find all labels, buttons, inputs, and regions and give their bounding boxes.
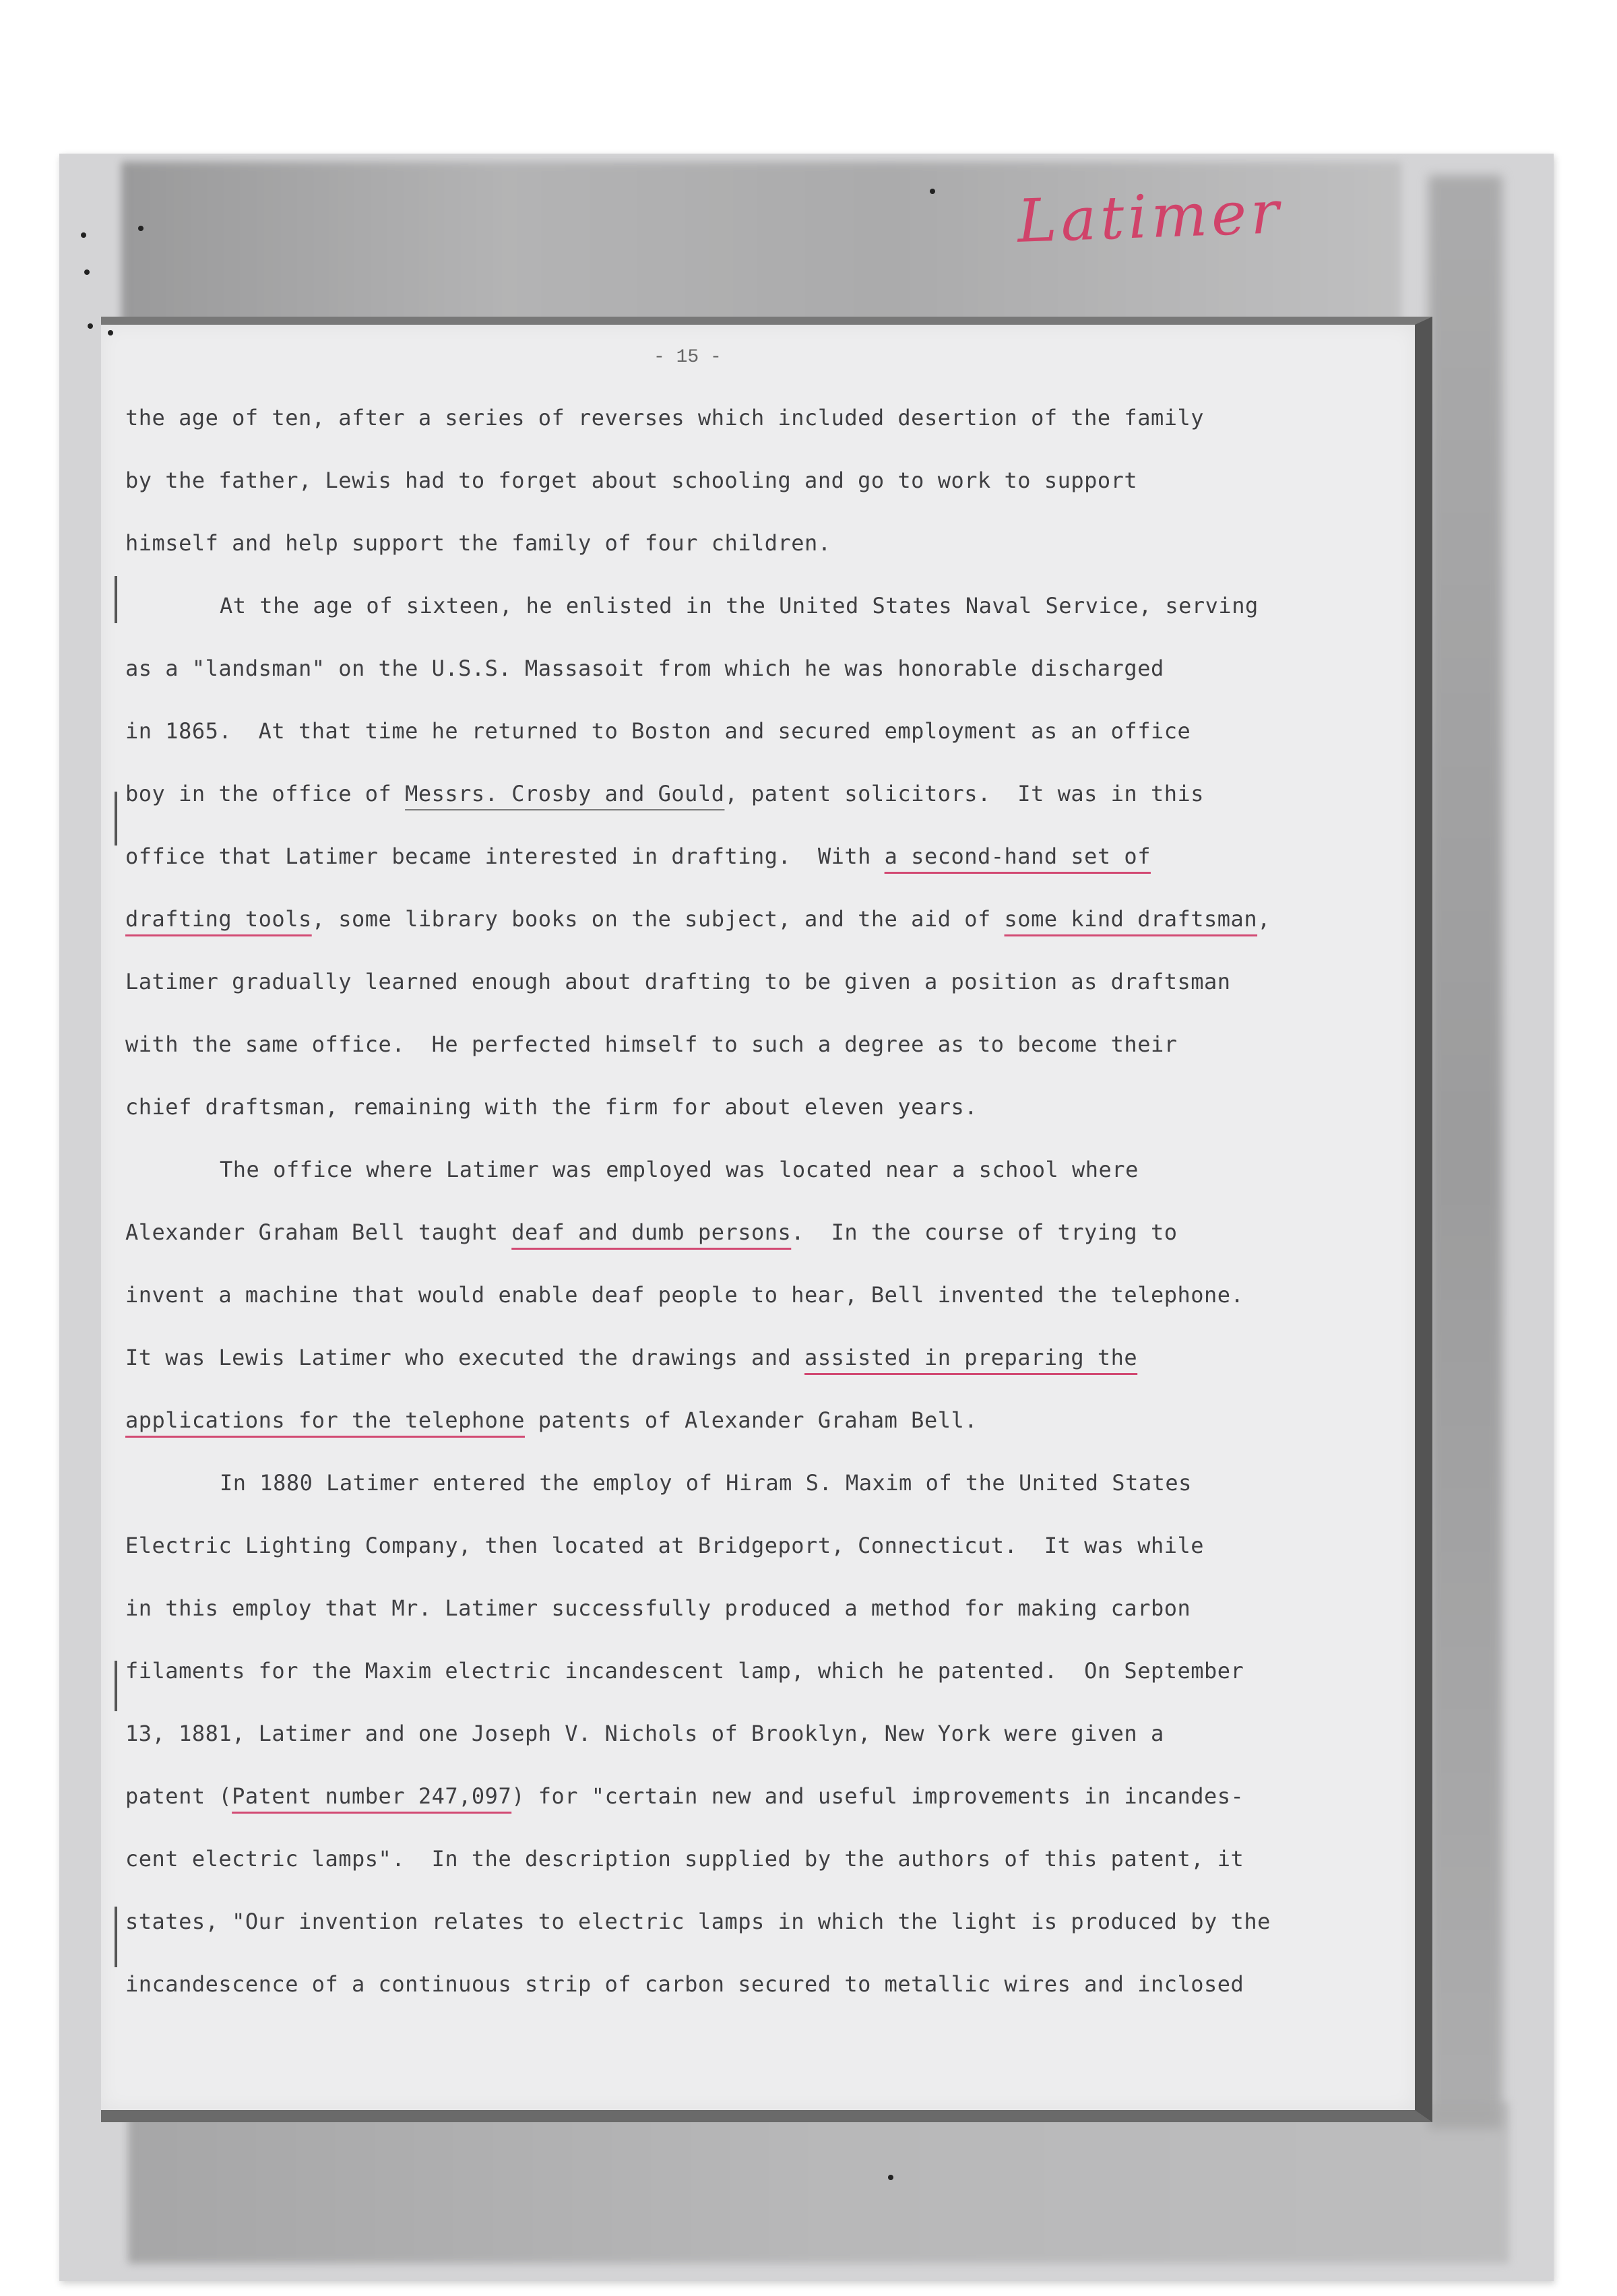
margin-mark <box>115 1661 117 1711</box>
text-line: In 1880 Latimer entered the employ of Hiram S. Maxim of the United States <box>220 1470 1192 1496</box>
text-line: in this employ that Mr. Latimer successfully produced a method for making carbon <box>125 1595 1191 1621</box>
text-line: Latimer gradually learned enough about drafting to be given a position as draftsman <box>125 969 1231 994</box>
text-segment: , some library books on the subject, and the aid of <box>311 906 1005 932</box>
text-line <box>125 1216 1378 1279</box>
highlighted-text: applications for the telephone <box>125 1407 525 1433</box>
highlighted-text: drafting tools <box>125 906 312 932</box>
text-line: states, "Our invention relates to electric lamps in which the light is produced by the <box>125 1909 1271 1934</box>
text-segment: boy in the office of <box>125 781 406 806</box>
text-segment: , <box>1257 906 1271 932</box>
text-line: by the father, Lewis had to forget about schooling and go to work to support <box>125 468 1138 493</box>
text-line: in 1865. At that time he returned to Boston and secured employment as an office <box>125 718 1191 744</box>
text-line: with the same office. He perfected himself to such a degree as to become their <box>125 1031 1178 1057</box>
highlighted-text: some kind draftsman <box>1004 906 1258 932</box>
highlighted-text: deaf and dumb persons <box>511 1219 792 1245</box>
highlighted-text: assisted in preparing the <box>804 1345 1138 1370</box>
text-segment: , patent solicitors. It was in this <box>724 781 1205 806</box>
text-segment: ) for "certain new and useful improvements in incandes- <box>511 1783 1244 1809</box>
text-line: chief draftsman, remaining with the firm for about eleven years. <box>125 1094 978 1120</box>
highlighted-text: a second-hand set of <box>884 843 1151 869</box>
text-line <box>125 777 1378 840</box>
text-line: himself and help support the family of four children. <box>125 530 831 556</box>
page-number: - 15 - <box>654 347 722 368</box>
text-segment: It was Lewis Latimer who executed the drawings and <box>125 1345 805 1370</box>
bottom-scan-shadow <box>128 2102 1509 2264</box>
text-segment: office that Latimer became interested in drafting. With <box>125 843 885 869</box>
margin-mark <box>115 1907 117 1967</box>
text-line: The office where Latimer was employed was located near a school where <box>220 1157 1139 1182</box>
scan-speck <box>138 226 144 231</box>
scan-speck <box>108 330 113 336</box>
text-line: incandescence of a continuous strip of carbon secured to metallic wires and inclosed <box>125 1971 1244 1997</box>
text-line <box>125 1341 1378 1404</box>
text-segment: Alexander Graham Bell taught <box>125 1219 512 1245</box>
right-scan-shadow <box>1428 175 1502 2129</box>
margin-mark <box>115 576 117 623</box>
text-segment: patent ( <box>125 1783 232 1809</box>
handwritten-annotation: Latimer <box>1016 177 1284 256</box>
scan-speck <box>930 189 935 194</box>
margin-mark <box>115 792 117 846</box>
text-line: filaments for the Maxim electric incandescent lamp, which he patented. On September <box>125 1658 1244 1684</box>
text-line <box>125 1780 1378 1843</box>
text-line: as a "landsman" on the U.S.S. Massasoit from which he was honorable discharged <box>125 656 1164 681</box>
text-line <box>125 903 1378 965</box>
scan-speck <box>84 269 90 275</box>
scan-speck <box>88 323 93 329</box>
highlighted-text: Patent number 247,097 <box>232 1783 512 1809</box>
text-line <box>125 1404 1378 1467</box>
scan-speck <box>81 232 86 238</box>
text-line: At the age of sixteen, he enlisted in the United States Naval Service, serving <box>220 593 1259 618</box>
text-line: Electric Lighting Company, then located at Bridgeport, Connecticut. It was while <box>125 1533 1205 1558</box>
text-line <box>125 840 1378 903</box>
text-line: invent a machine that would enable deaf people to hear, Bell invented the telephone. <box>125 1282 1244 1308</box>
text-line: cent electric lamps". In the description supplied by the authors of this patent, it <box>125 1846 1244 1872</box>
text-segment: . In the course of trying to <box>791 1219 1178 1245</box>
scan-speck <box>888 2175 893 2180</box>
underlined-text: Messrs. Crosby and Gould <box>405 781 725 806</box>
document-body <box>125 402 1378 2031</box>
text-segment: patents of Alexander Graham Bell. <box>524 1407 978 1433</box>
text-line: the age of ten, after a series of reverses which included desertion of the family <box>125 405 1205 430</box>
text-line: 13, 1881, Latimer and one Joseph V. Nichols of Brooklyn, New York were given a <box>125 1721 1164 1746</box>
